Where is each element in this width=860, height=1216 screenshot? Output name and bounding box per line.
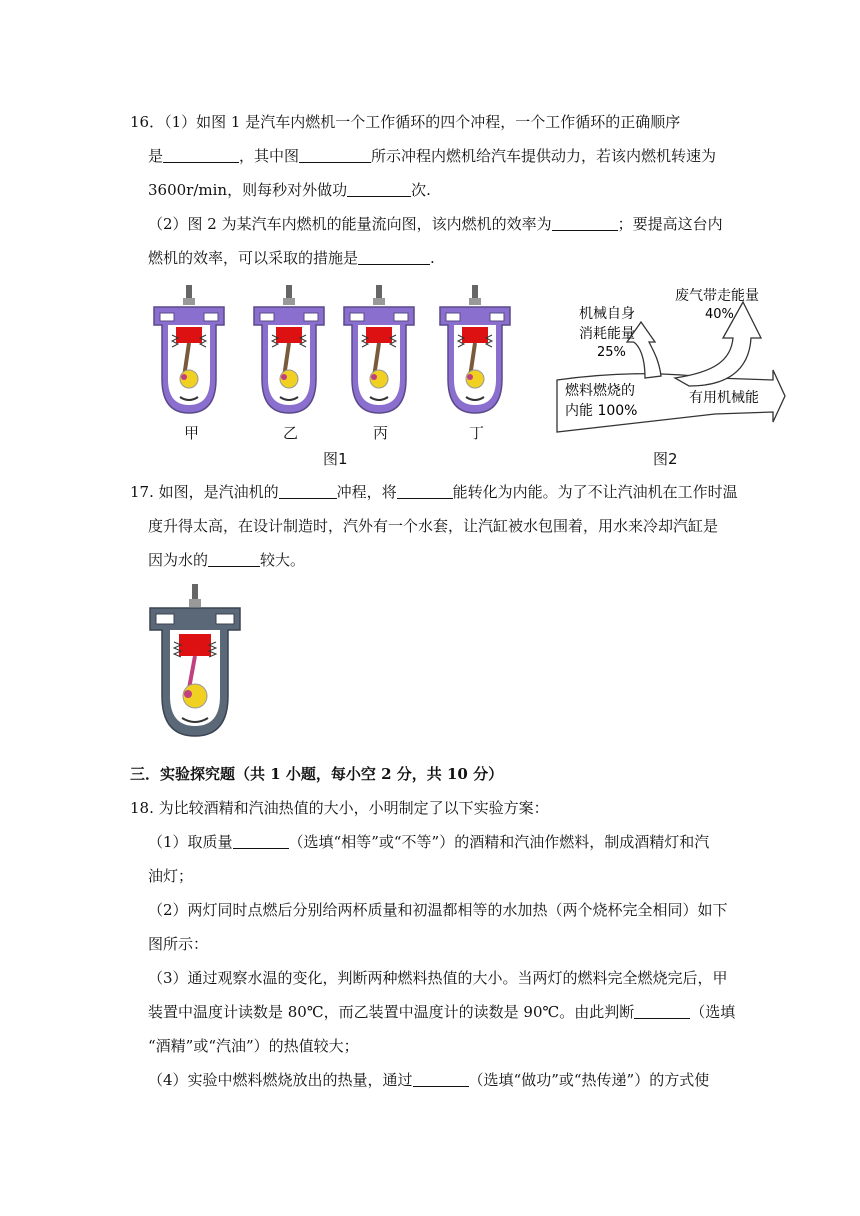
q17-text: 冲程，将 [336, 483, 397, 501]
answer-blank[interactable] [358, 248, 430, 265]
q18-part-3-cont [148, 1002, 735, 1022]
q18-text: （选填“相等”或“不等”）的酒精和汽油作燃料，制成酒精灯和汽 [288, 833, 710, 851]
gasoline-engine-diagram [146, 584, 246, 744]
q16-text: 次. [411, 181, 431, 199]
section-3-title: 三．实验探究题（共 1 小题，每小空 2 分，共 10 分） [130, 765, 504, 783]
q16-text: . [430, 249, 435, 267]
exhaust-loss-label: 废气带走能量 [675, 288, 759, 304]
q17-line-3 [148, 550, 305, 570]
q18-part-4 [148, 1070, 709, 1090]
q16-line-4 [148, 214, 723, 234]
q18-part-1-cont: 油灯； [148, 867, 194, 885]
answer-blank[interactable] [208, 550, 260, 567]
q16-line-1: 16．（1）如图 1 是汽车内燃机一个工作循环的四个冲程，一个工作循环的正确顺序 [130, 113, 681, 131]
fuel-energy-label: 燃料燃烧的 [565, 383, 635, 399]
q16-text: 3600r/min，则每秒对外做功 [148, 181, 348, 199]
answer-blank[interactable] [279, 482, 337, 499]
q18-part-3-cont-2: “酒精”或“汽油”）的热值较大； [148, 1037, 359, 1055]
useful-energy-label: 有用机械能 [689, 390, 759, 406]
answer-blank[interactable] [233, 832, 289, 849]
q17-line-2: 度升得太高，在设计制造时，汽外有一个水套，让汽缸被水包围着，用水来冷却汽缸是 [148, 517, 719, 535]
q16-text: （2）图 2 为某汽车内燃机的能量流向图，该内燃机的效率为 [148, 215, 552, 233]
engine-label-ding: 丁 [469, 424, 485, 442]
q18-text: （1）取质量 [148, 833, 233, 851]
answer-blank[interactable] [634, 1002, 690, 1019]
mechanical-loss-percent: 25% [597, 345, 626, 360]
q16-line-3 [148, 180, 431, 200]
q18-text: （4）实验中燃料燃烧放出的热量，通过 [148, 1071, 413, 1089]
q16-text: ，其中图 [239, 147, 300, 165]
engine-label-yi: 乙 [283, 424, 299, 442]
mechanical-loss-label: 机械自身 [579, 306, 635, 322]
q17-text: 17. 如图，是汽油机的 [130, 483, 279, 501]
answer-blank[interactable] [397, 482, 453, 499]
fuel-energy-percent: 内能 100% [565, 403, 638, 419]
engine-diagram-bing [340, 285, 420, 415]
answer-blank[interactable] [552, 214, 618, 231]
figure-1-caption: 图1 [323, 450, 348, 468]
q18-part-3: （3）通过观察水温的变化，判断两种燃料热值的大小。当两灯的燃料完全燃烧完后，甲 [148, 969, 728, 987]
energy-flow-diagram [555, 280, 790, 440]
answer-blank[interactable] [413, 1070, 469, 1087]
q17-line-1 [130, 482, 738, 502]
q16-text: 所示冲程内燃机给汽车提供动力，若该内燃机转速为 [371, 147, 717, 165]
q18-line-1: 18. 为比较酒精和汽油热值的大小，小明制定了以下实验方案： [130, 799, 549, 817]
exhaust-loss-percent: 40% [705, 307, 734, 322]
engine-label-jia: 甲 [184, 424, 200, 442]
answer-blank[interactable] [299, 146, 371, 163]
q16-text: 燃机的效率，可以采取的措施是 [148, 249, 359, 267]
q17-text: 能转化为内能。为了不让汽油机在工作时温 [452, 483, 738, 501]
q16-text: 是 [148, 147, 164, 165]
q17-text: 因为水的 [148, 551, 209, 569]
q18-part-1 [148, 832, 709, 852]
engine-diagram-ding [436, 285, 516, 415]
q16-line-2 [148, 146, 716, 166]
q16-text: ；要提高这台内 [617, 215, 723, 233]
engine-diagram-jia [150, 285, 230, 415]
engine-label-bing: 丙 [373, 424, 389, 442]
q18-text: （选填 [690, 1003, 736, 1021]
answer-blank[interactable] [347, 180, 411, 197]
q18-text: （选填“做功”或“热传递”）的方式使 [468, 1071, 710, 1089]
mechanical-loss-label-2: 消耗能量 [579, 326, 635, 342]
q18-part-2-cont: 图所示： [148, 935, 209, 953]
q18-part-2: （2）两灯同时点燃后分别给两杯质量和初温都相等的水加热（两个烧杯完全相同）如下 [148, 901, 728, 919]
q17-text: 较大。 [260, 551, 306, 569]
engine-diagram-yi [250, 285, 330, 415]
q16-line-5 [148, 248, 435, 268]
figure-2-caption: 图2 [653, 450, 678, 468]
q18-text: 装置中温度计读数是 80℃，而乙装置中温度计的读数是 90℃。由此判断 [148, 1003, 635, 1021]
answer-blank[interactable] [163, 146, 239, 163]
